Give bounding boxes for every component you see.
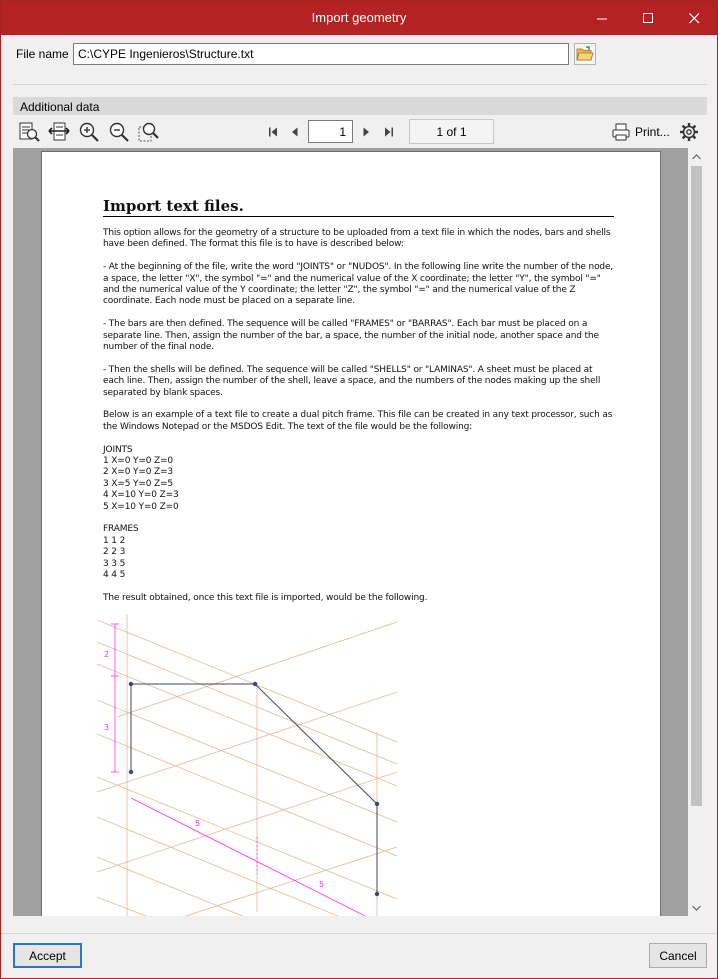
maximize-icon (643, 13, 654, 24)
dimension-label: 3 (104, 723, 110, 732)
vertical-scrollbar[interactable] (688, 148, 705, 916)
title-bar[interactable] (1, 1, 717, 35)
preview-toolbar (13, 117, 707, 147)
scroll-down-button[interactable] (688, 899, 705, 916)
result-paragraph: The result obtained, once this text file is imported, would be the following. (103, 592, 428, 603)
dimension-label: 5 (195, 819, 201, 828)
first-page-button[interactable] (261, 120, 285, 144)
zoom-in-button[interactable] (77, 120, 101, 144)
next-page-icon (360, 126, 372, 138)
zoom-window-icon (138, 121, 160, 143)
browse-button[interactable] (574, 43, 596, 65)
page-number-input[interactable] (308, 120, 353, 143)
document-title: Import text files. (103, 197, 614, 217)
zoom-window-button[interactable] (137, 120, 161, 144)
fit-width-icon (48, 121, 70, 143)
file-name-input[interactable] (73, 43, 569, 65)
cancel-button[interactable]: Cancel (649, 943, 707, 968)
frame-bars (131, 684, 377, 894)
separator (1, 933, 717, 934)
print-button[interactable] (611, 120, 670, 144)
zoom-page-button[interactable] (17, 120, 41, 144)
maximize-button[interactable] (625, 1, 671, 35)
settings-button[interactable] (677, 120, 701, 144)
close-button[interactable] (671, 1, 717, 35)
zoom-out-button[interactable] (107, 120, 131, 144)
chevron-up-icon (692, 154, 701, 160)
zoom-out-icon (108, 121, 130, 143)
paragraph: Below is an example of a text file to create a dual pitch frame. This file can be created in any text processor, such as the Windows Notepad or the MSDOS Edit. The text of the file would be the following: (103, 410, 613, 432)
dimension-label: 5 (319, 880, 325, 889)
paragraph: - The bars are then defined. The sequence will be called "FRAMES" or "BARRAS". Each bar must be placed on a separate line. Then, assign the number of the bar, a space, the number of the initial node, another space and the number of the final node. (103, 319, 599, 353)
paragraph: - At the beginning of the file, write the word "JOINTS" or "NUDOS". In the following line write the number of the node, a space, the letter "X", the symbol "=" and the numerical value of the X coordinate; the letter "Y", the symbol "=" and the numerical value of the Y coordinate; the letter "Z", the symbol "=" and the numerical value of the Z coordinate. Each node must be placed on a separate line. (103, 262, 614, 307)
printer-icon (611, 122, 631, 142)
document-body (103, 228, 614, 616)
document-viewer[interactable] (13, 148, 705, 916)
minimize-button[interactable] (579, 1, 625, 35)
open-folder-icon (576, 46, 594, 62)
structure-figure (97, 612, 407, 916)
additional-data-header: Additional data (13, 97, 707, 115)
file-row (1, 41, 717, 69)
joints-block: JOINTS 1 X=0 Y=0 Z=0 2 X=0 Y=0 Z=3 3 X=5 Y=0 Z=5 4 X=10 Y=0 Z=3 5 X=10 Y=0 Z=0 (103, 444, 179, 512)
scrollbar-thumb[interactable] (691, 166, 702, 806)
scroll-up-button[interactable] (688, 148, 705, 165)
dimension-lines (111, 624, 377, 916)
file-name-label: File name (16, 47, 69, 61)
window-title: Import geometry (311, 10, 407, 25)
first-page-icon (267, 126, 279, 138)
frame-nodes (129, 682, 379, 896)
document-page (41, 151, 661, 916)
previous-page-button[interactable] (283, 120, 307, 144)
zoom-in-icon (78, 121, 100, 143)
page-count-display: 1 of 1 (409, 119, 494, 144)
paragraph: - Then the shells will be defined. The sequence will be called "SHELLS" or "LAMINAS". A sheet must be placed at each line. Then, assign the number of the shell, leave a space, and the numbers of the nodes making up the shell separated by blank spaces. (103, 364, 601, 398)
fit-width-button[interactable] (47, 120, 71, 144)
minimize-icon (597, 13, 608, 24)
grid-lines (97, 614, 397, 916)
next-page-button[interactable] (354, 120, 378, 144)
zoom-page-icon (18, 121, 40, 143)
close-icon (689, 13, 700, 24)
accept-button[interactable]: Accept (13, 943, 82, 968)
previous-page-icon (289, 126, 301, 138)
chevron-down-icon (692, 905, 701, 911)
gear-icon (679, 122, 699, 142)
dimension-label: 2 (104, 650, 110, 659)
last-page-button[interactable] (377, 120, 401, 144)
print-label: Print... (635, 125, 670, 139)
last-page-icon (383, 126, 395, 138)
paragraph: This option allows for the geometry of a structure to be uploaded from a text file in which the nodes, bars and shells have been defined. The format this file is to have is described below: (103, 228, 611, 250)
frames-block: FRAMES 1 1 2 2 2 3 3 3 5 4 4 5 (103, 524, 139, 581)
separator (13, 84, 707, 85)
